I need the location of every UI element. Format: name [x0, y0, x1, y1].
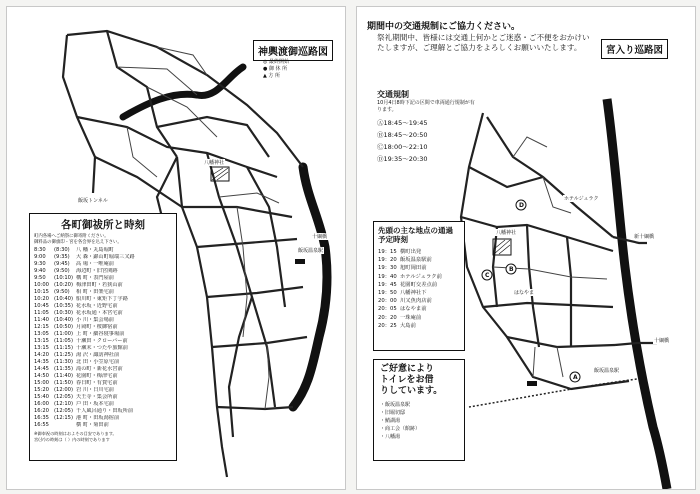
schedule-row: [34, 387, 172, 394]
schedule-row: [34, 331, 172, 338]
schedule-row: [34, 401, 172, 408]
legend-item: ◎ 最終開始: [263, 59, 289, 65]
schedule-cell: 14:50: [34, 373, 49, 380]
arrival-place: 大島前: [400, 322, 416, 329]
schedule-cell: 港 町・田坂湯宿前: [76, 415, 120, 422]
schedule-row: [34, 373, 172, 380]
toilet-item: ・商工会（館跡）: [380, 426, 421, 432]
left-page: [6, 6, 346, 490]
arrival-place: 旭町岡田前: [400, 265, 427, 272]
schedule-cell: (11:05): [54, 338, 73, 345]
schedule-cell: [54, 422, 76, 429]
legend-item: ▲ 方 所: [263, 73, 281, 79]
schedule-cell: 13:15: [34, 338, 49, 345]
schedule-cell: 9:40: [34, 268, 46, 275]
arrival-place: 横町出発: [400, 249, 422, 255]
schedule-cell: 10:20: [34, 296, 49, 303]
traffic-item: Ⓒ18:00〜22:10: [377, 143, 428, 151]
schedule-cell: 十瀬田・クローバー前: [76, 338, 128, 345]
schedule-cell: 16:00: [34, 401, 49, 408]
schedule-row: [34, 310, 172, 317]
schedule-cell: 10:15: [34, 289, 49, 296]
arrival-row: [378, 289, 460, 297]
arrival-row: [378, 322, 460, 330]
map-title: 宮入り巡路図: [601, 39, 668, 59]
schedule-row: [34, 394, 172, 401]
schedule-rows: [34, 247, 172, 429]
arrival-row: [378, 314, 460, 322]
schedule-row: [34, 415, 172, 422]
schedule-cell: 北 田・小笠原宅前: [76, 359, 120, 366]
schedule-cell: (10:50): [54, 324, 73, 331]
schedule-cell: 構 町・表門屋前: [76, 275, 114, 282]
schedule-row: [34, 422, 172, 429]
schedule-title: 各町御祓所と時刻: [61, 219, 145, 231]
schedule-row: [34, 247, 172, 254]
schedule-row: [34, 275, 172, 282]
toilet-title: ご好意により トイレをお借 りしています。: [380, 364, 443, 396]
arrival-time: 19：45: [378, 281, 397, 288]
arrival-row: [378, 297, 460, 305]
schedule-cell: 月岡町・桜御宿前: [76, 324, 118, 331]
arrival-time: 20：25: [378, 322, 397, 329]
schedule-cell: 八 幡・丸島堀町: [76, 247, 114, 254]
schedule-box: [29, 213, 177, 461]
schedule-cell: 湯 沢・諏訪神社前: [76, 352, 120, 359]
schedule-cell: (11:35): [54, 366, 73, 373]
arrival-time: 20：00: [378, 298, 397, 305]
schedule-cell: (10:10): [54, 275, 73, 282]
schedule-cell: 12:15: [34, 324, 49, 331]
schedule-cell: (10:35): [54, 303, 73, 310]
arrival-time: 20：05: [378, 306, 397, 313]
schedule-row: [34, 289, 172, 296]
arrival-row: [378, 256, 460, 264]
schedule-cell: 15:40: [34, 394, 49, 401]
notice-title: 期間中の交通規制にご協力ください。: [367, 22, 521, 32]
schedule-cell: 船川町・東矩下丁字路: [76, 296, 128, 303]
schedule-cell: 9:00: [34, 254, 46, 261]
arrival-time: 20：20: [378, 314, 397, 321]
schedule-cell: 15:20: [34, 387, 49, 394]
schedule-cell: (12:05): [54, 394, 73, 401]
right-page: [356, 6, 696, 490]
schedule-cell: 16:20: [34, 408, 49, 415]
schedule-cell: (11:30): [54, 359, 73, 366]
traffic-item: Ⓓ19:35〜20:30: [377, 155, 428, 163]
schedule-cell: 戸 田・坂本宅前: [76, 401, 114, 408]
schedule-cell: (10:40): [54, 317, 73, 324]
traffic-item: Ⓑ18:45〜20:50: [377, 131, 428, 139]
schedule-cell: (8:30): [54, 247, 70, 254]
schedule-cell: (10:40): [54, 296, 73, 303]
schedule-cell: 13:15: [34, 345, 49, 352]
route-mark-c: C: [485, 272, 490, 279]
schedule-cell: (10:20): [54, 282, 73, 289]
schedule-row: [34, 408, 172, 415]
schedule-cell: 10:45: [34, 303, 49, 310]
schedule-cell: 梅津田町・若狭山前: [76, 282, 123, 289]
schedule-row: [34, 317, 172, 324]
schedule-cell: 横 町・菊田前: [76, 422, 109, 429]
arrival-place: ホテルジュラク前: [400, 273, 442, 280]
river: [607, 99, 667, 489]
arrival-box: [373, 221, 465, 351]
arrival-row: [378, 273, 460, 281]
traffic-item: Ⓐ18:45〜19:45: [377, 119, 428, 127]
arrival-time: 19：40: [378, 273, 397, 280]
route-mark-d: D: [519, 202, 524, 209]
schedule-cell: 花園町・梅津宅前: [76, 373, 118, 380]
schedule-row: [34, 380, 172, 387]
schedule-row: [34, 366, 172, 373]
schedule-row: [34, 345, 172, 352]
toilet-box: [373, 359, 465, 461]
label-shrine: 八幡神社: [496, 230, 517, 236]
schedule-row: [34, 282, 172, 289]
arrival-place: 川又魚肉店前: [400, 298, 432, 305]
label-bridge: 十綱橋: [654, 338, 670, 344]
schedule-cell: 海辺町・旧宮関跡: [76, 268, 118, 275]
arrival-place: はなやま前: [400, 306, 427, 313]
arrival-rows: [378, 248, 460, 330]
schedule-cell: 11:40: [34, 317, 49, 324]
schedule-cell: 相 町・田楽宅前: [76, 289, 114, 296]
schedule-row: [34, 359, 172, 366]
schedule-footnote: ※御奉祝の時刻はおよその目安であります。 宮(夕)の時刻は（ ）内の時刻であります: [34, 431, 117, 442]
schedule-cell: (11:50): [54, 380, 73, 387]
label-tunnel: 飯坂トンネル: [78, 198, 108, 204]
schedule-row: [34, 352, 172, 359]
legend-item: ● 御 休 所: [263, 66, 288, 72]
arrival-row: [378, 305, 460, 313]
schedule-cell: (11:00): [54, 331, 73, 338]
notice-body: 祭礼期間中、皆様には交通上何かとご迷惑・ご不便をおかけいたしますが、ご理解とご協力をよろしくお願いいたします。: [377, 33, 590, 52]
schedule-cell: (10:30): [54, 310, 73, 317]
schedule-cell: (11:40): [54, 373, 73, 380]
traffic-title: 交通規制: [377, 90, 409, 99]
toilet-item: ・旧堀切邸: [380, 410, 406, 416]
schedule-cell: 高 場・一唯庵前: [76, 261, 114, 268]
label-shrine: 八幡神社: [204, 160, 225, 166]
schedule-row: [34, 303, 172, 310]
map-legend: [263, 59, 289, 80]
schedule-cell: 11:05: [34, 310, 49, 317]
schedule-cell: (11:25): [54, 352, 73, 359]
toilet-item: ・八幡湯: [380, 434, 401, 440]
arrival-time: 19：30: [378, 265, 397, 272]
route-mark-a: A: [573, 374, 578, 381]
arrival-place: 飯坂温泉駅前: [400, 257, 432, 264]
schedule-cell: 13:05: [34, 331, 49, 338]
schedule-cell: (12:05): [54, 408, 73, 415]
schedule-cell: 花水坂通・本宮宅前: [76, 310, 123, 317]
arrival-place: 一珠庵前: [400, 314, 422, 321]
schedule-cell: 十瀬末・つたや旅館前: [76, 345, 128, 352]
schedule-cell: 8:30: [34, 247, 46, 254]
schedule-cell: 14:35: [34, 359, 49, 366]
arrival-time: 19：20: [378, 257, 397, 264]
station-marker: [527, 381, 537, 386]
schedule-cell: 花水坂・近野宅前: [76, 303, 118, 310]
schedule-cell: 9:30: [34, 261, 46, 268]
schedule-cell: 千人風呂通り・田坂所前: [76, 408, 134, 415]
arrival-time: 19：50: [378, 290, 397, 297]
schedule-cell: 16:55: [34, 422, 49, 429]
schedule-cell: 15:00: [34, 380, 49, 387]
toilet-item: ・鯖湖湯: [380, 418, 401, 424]
traffic-info: [377, 89, 477, 163]
schedule-cell: 滝の町・新花水宮前: [76, 366, 123, 373]
schedule-cell: (9:50): [54, 268, 70, 275]
river-upper: [123, 67, 243, 117]
schedule-row: [34, 324, 172, 331]
traffic-subtitle: 10月4日8時下記の区間で車両通行規制が有ります。: [377, 100, 475, 113]
label-hotel: ホテルジュラク: [564, 196, 599, 202]
schedule-cell: (9:50): [54, 289, 70, 296]
schedule-row: [34, 338, 172, 345]
schedule-note: 町内各場へご納祭に御寄附ください。 御料品の御旗印・宮を各会界を込え下さい。: [34, 234, 122, 245]
schedule-row: [34, 254, 172, 261]
arrival-row: [378, 264, 460, 272]
label-new-bridge: 新十綱橋: [634, 234, 655, 240]
schedule-cell: (12:10): [54, 401, 73, 408]
toilet-item: ・飯坂温泉駅: [380, 402, 411, 408]
schedule-cell: (9:45): [54, 261, 70, 268]
arrival-time: 19：15: [378, 249, 397, 255]
label-station: 飯坂温泉駅: [594, 368, 620, 374]
label-bridge: 十綱橋: [312, 234, 328, 240]
schedule-cell: 岩 川・日川宅前: [76, 387, 114, 394]
schedule-row: [34, 268, 172, 275]
arrival-title: 先頭の主な地点の通過予定時刻: [378, 226, 453, 244]
schedule-cell: 大 森・錦山町堀端三又路: [76, 254, 135, 261]
schedule-cell: (12:15): [54, 415, 73, 422]
schedule-cell: 16:35: [34, 415, 49, 422]
arrival-row: [378, 281, 460, 289]
arrival-place: 花園町交差点前: [400, 281, 438, 288]
schedule-cell: 14:20: [34, 352, 49, 359]
route-mark-b: B: [509, 266, 514, 273]
schedule-cell: (12:00): [54, 387, 73, 394]
schedule-cell: 春日町・有賀宅前: [76, 380, 118, 387]
schedule-cell: 9:50: [34, 275, 46, 282]
station-marker: [295, 259, 305, 264]
schedule-row: [34, 296, 172, 303]
schedule-row: [34, 261, 172, 268]
label-fujiya: はなやま: [514, 290, 535, 296]
schedule-cell: 14:45: [34, 366, 49, 373]
schedule-cell: 天王寺・集会所前: [76, 394, 118, 401]
schedule-cell: (11:15): [54, 345, 73, 352]
schedule-cell: (9:35): [54, 254, 70, 261]
arrival-row: [378, 248, 460, 256]
schedule-cell: 小 川・集会場前: [76, 317, 114, 324]
schedule-cell: 10:00: [34, 282, 49, 289]
arrival-place: 八幡神社下: [400, 290, 427, 297]
label-station: 飯坂温泉駅: [298, 248, 324, 254]
schedule-cell: 上 町・細谷寝事場前: [76, 331, 125, 338]
map-title: 神輿渡御巡路図: [253, 40, 333, 61]
